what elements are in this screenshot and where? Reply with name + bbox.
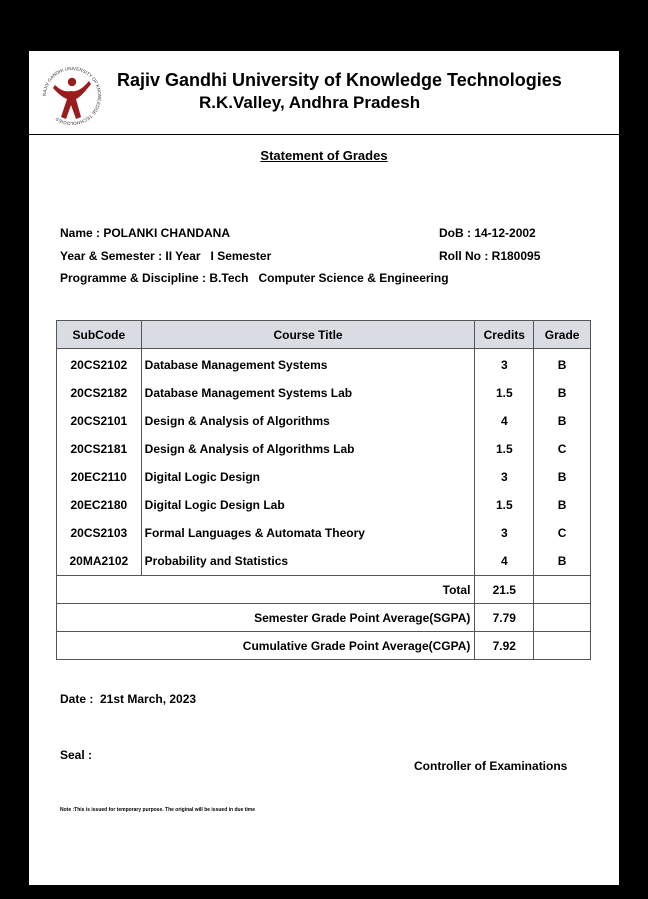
subject-code: 20CS2103 [57, 519, 142, 547]
table-row [57, 379, 591, 407]
temporary-note: Note :This is issued for temporary purpose. The original will be issued in due time [60, 807, 256, 813]
university-location: R.K.Valley, Andhra Pradesh [199, 93, 421, 112]
university-emblem-icon [41, 65, 103, 127]
header-subcode: SubCode [57, 321, 142, 349]
grades-table [56, 320, 591, 660]
sgpa-row [57, 604, 591, 632]
sgpa-value: 7.79 [475, 604, 534, 632]
total-label: Total [57, 576, 475, 604]
course-title: Design & Analysis of Algorithms Lab [141, 435, 475, 463]
subject-code: 20CS2182 [57, 379, 142, 407]
emblem-ring-text: RAJIV GANDHI UNIVERSITY OF KNOWLEDGE TECHNOLOGIES [41, 65, 103, 127]
controller-signature-label: Controller of Examinations [414, 759, 568, 773]
course-title: Design & Analysis of Algorithms [141, 407, 475, 435]
cgpa-row [57, 632, 591, 660]
course-grade: B [534, 491, 591, 519]
cgpa-label: Cumulative Grade Point Average(CGPA) [57, 632, 475, 660]
sgpa-empty [534, 604, 591, 632]
total-grade-empty [534, 576, 591, 604]
course-title: Probability and Statistics [141, 547, 475, 576]
year-semester: Year & Semester : II Year I Semester [60, 249, 272, 263]
subject-code: 20CS2102 [57, 349, 142, 380]
table-header-row [57, 321, 591, 349]
header-course-title: Course Title [141, 321, 475, 349]
course-credits: 1.5 [475, 435, 534, 463]
course-grade: B [534, 463, 591, 491]
course-grade: B [534, 407, 591, 435]
subject-code: 20MA2102 [57, 547, 142, 576]
course-credits: 3 [475, 519, 534, 547]
header-grade: Grade [534, 321, 591, 349]
issue-date: Date : 21st March, 2023 [60, 692, 197, 706]
student-name: Name : POLANKI CHANDANA [60, 226, 231, 240]
grade-statement-page [29, 51, 619, 885]
header-credits: Credits [475, 321, 534, 349]
document-title: Statement of Grades [260, 148, 388, 163]
course-title: Database Management Systems [141, 349, 475, 380]
course-credits: 4 [475, 407, 534, 435]
university-name: Rajiv Gandhi University of Knowledge Technologies [117, 70, 562, 90]
course-credits: 1.5 [475, 379, 534, 407]
cgpa-value: 7.92 [475, 632, 534, 660]
course-credits: 1.5 [475, 491, 534, 519]
course-title: Database Management Systems Lab [141, 379, 475, 407]
subject-code: 20EC2180 [57, 491, 142, 519]
total-credits: 21.5 [475, 576, 534, 604]
table-row [57, 547, 591, 576]
course-grade: B [534, 547, 591, 576]
roll-number: Roll No : R180095 [439, 249, 541, 263]
programme-discipline: Programme & Discipline : B.Tech Computer Science & Engineering [60, 271, 449, 285]
course-grade: C [534, 435, 591, 463]
table-row [57, 435, 591, 463]
sgpa-label: Semester Grade Point Average(SGPA) [57, 604, 475, 632]
course-title: Digital Logic Design Lab [141, 491, 475, 519]
course-grade: B [534, 379, 591, 407]
course-title: Digital Logic Design [141, 463, 475, 491]
course-credits: 4 [475, 547, 534, 576]
total-row [57, 576, 591, 604]
university-header [29, 51, 619, 135]
course-grade: B [534, 349, 591, 380]
course-title: Formal Languages & Automata Theory [141, 519, 475, 547]
subject-code: 20CS2101 [57, 407, 142, 435]
table-row [57, 463, 591, 491]
course-grade: C [534, 519, 591, 547]
table-row [57, 491, 591, 519]
course-credits: 3 [475, 349, 534, 380]
student-dob: DoB : 14-12-2002 [439, 226, 536, 240]
table-row [57, 349, 591, 380]
table-row [57, 407, 591, 435]
cgpa-empty [534, 632, 591, 660]
seal-label: Seal : [60, 748, 93, 762]
subject-code: 20EC2110 [57, 463, 142, 491]
course-credits: 3 [475, 463, 534, 491]
subject-code: 20CS2181 [57, 435, 142, 463]
table-row [57, 519, 591, 547]
